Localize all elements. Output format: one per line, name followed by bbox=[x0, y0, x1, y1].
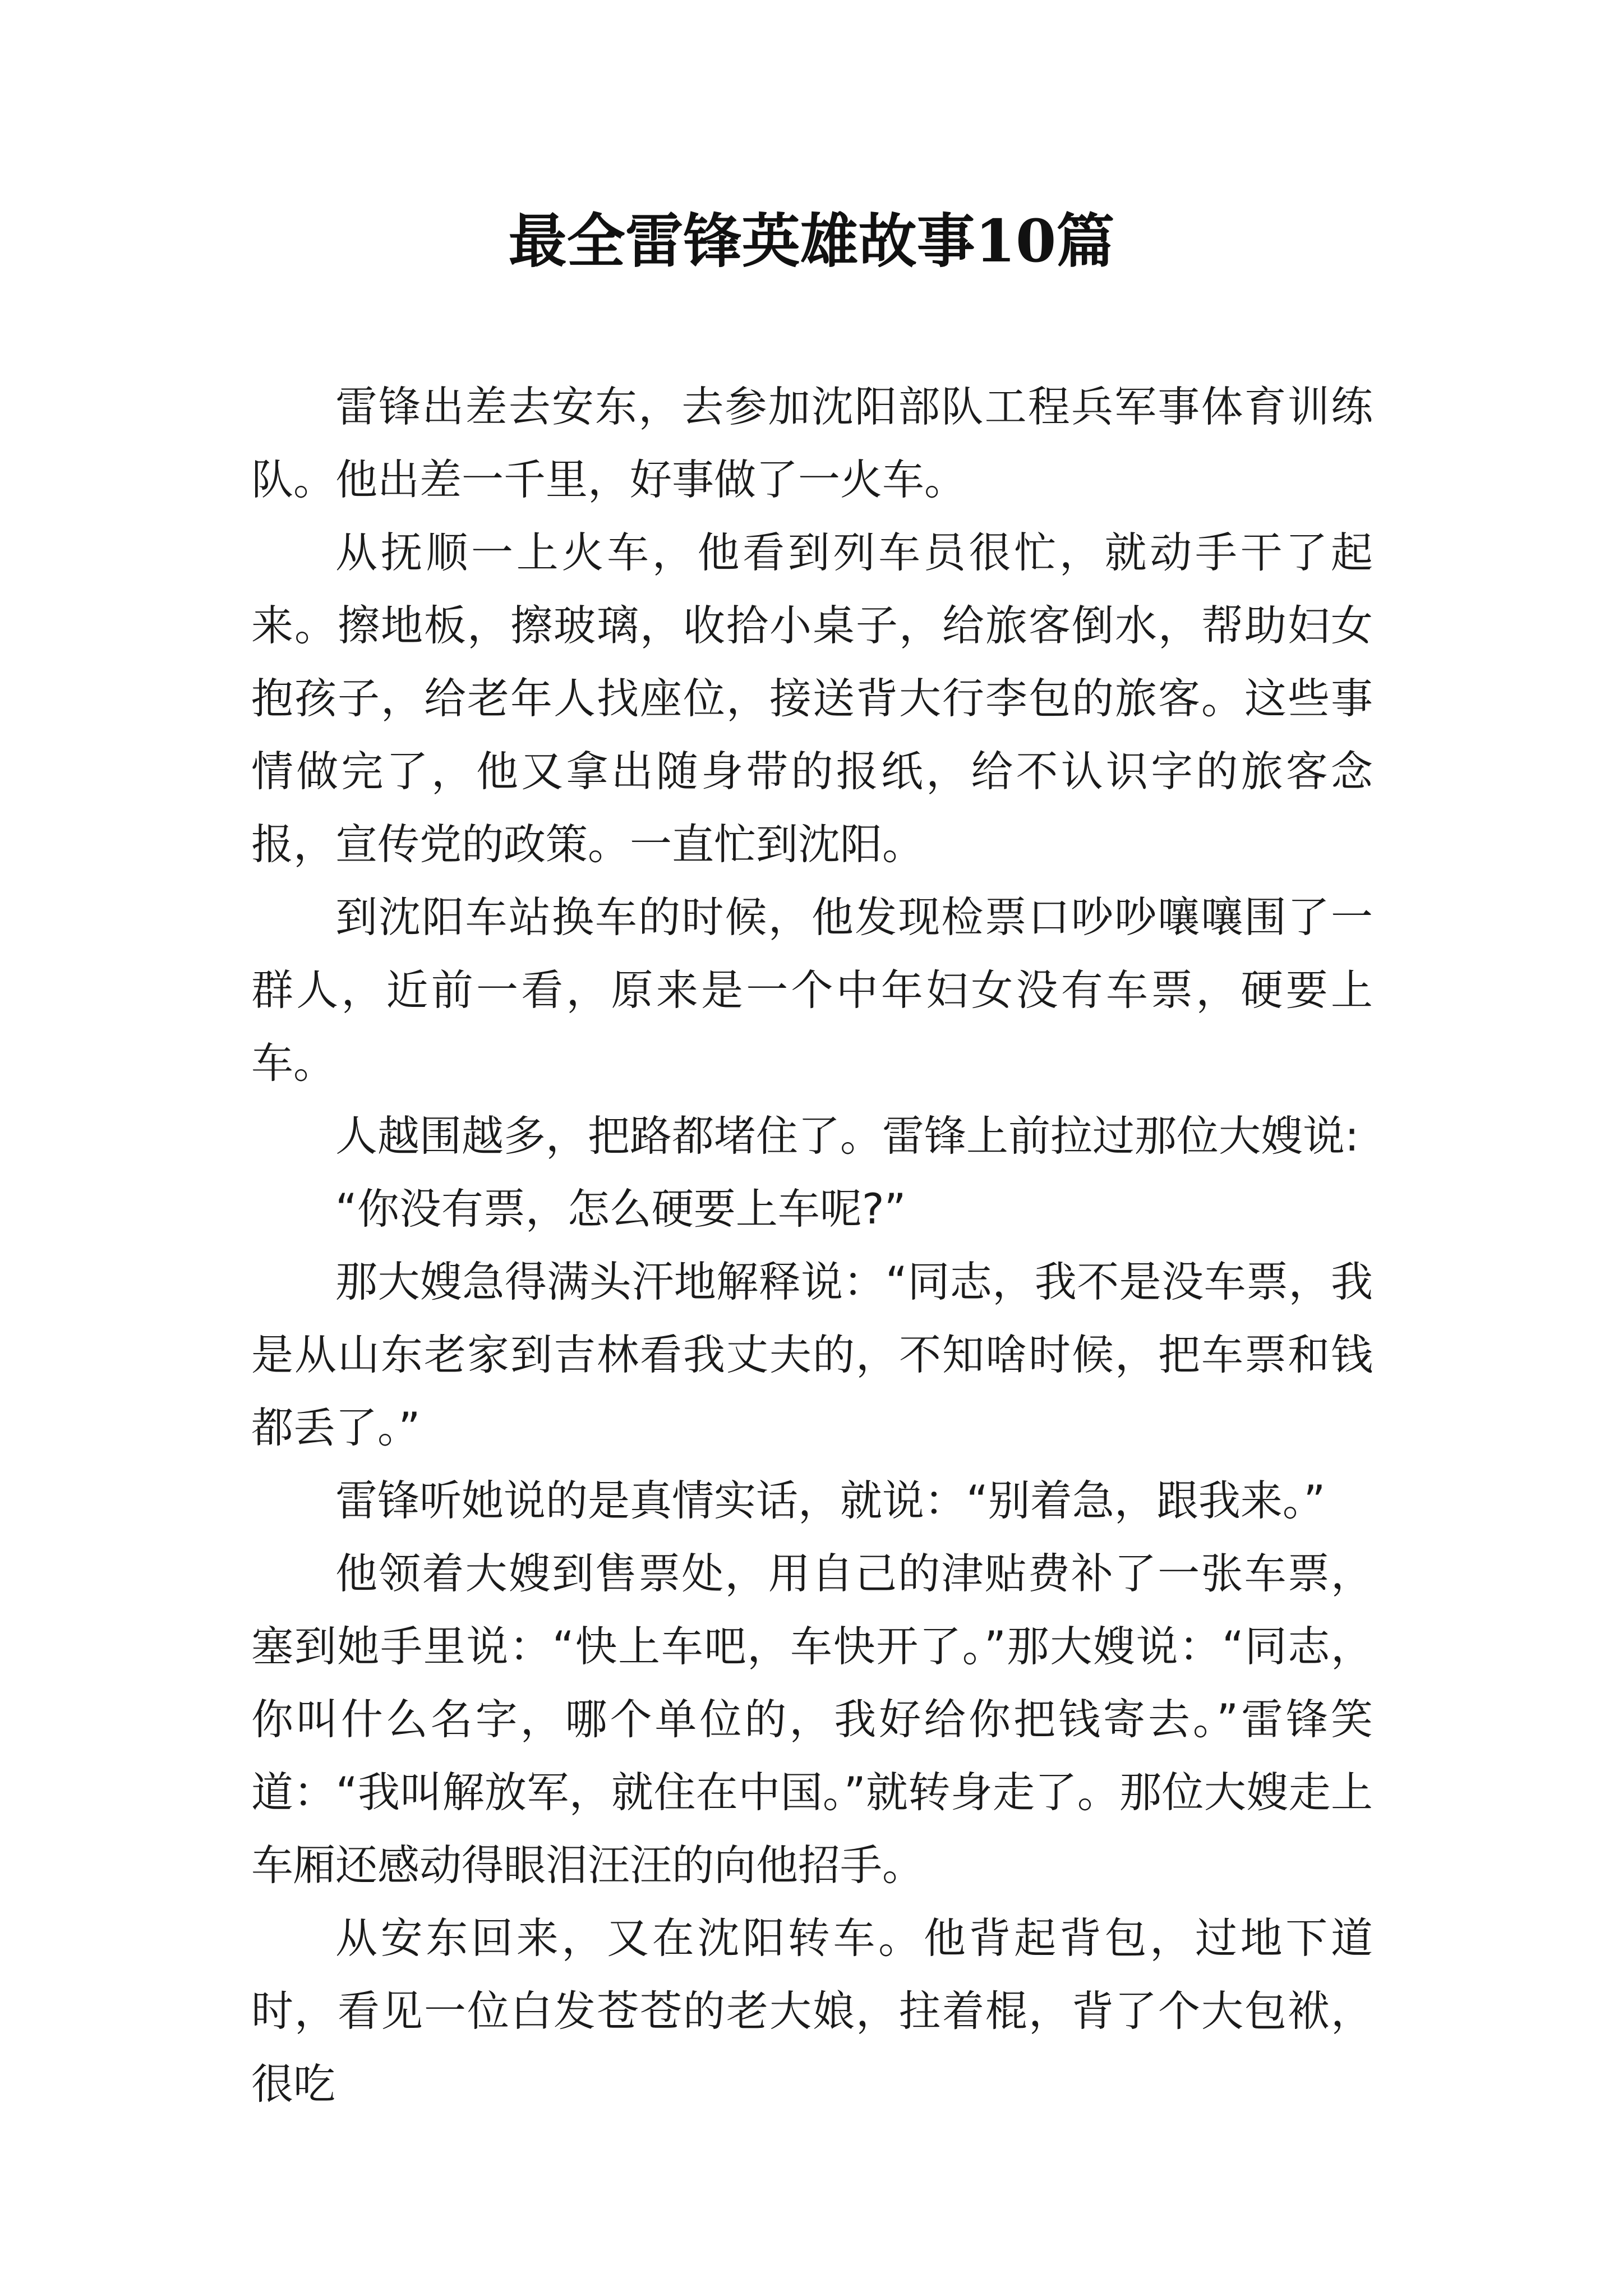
paragraph: 人越围越多，把路都堵住了。雷锋上前拉过那位大嫂说: bbox=[335, 1111, 1359, 1161]
paragraph: 那大嫂急得满头汗地解释说：“同志，我不是没车票，我是从山东老家到吉林看我丈夫的，不知啥时候，把车票和钱都丢了。” bbox=[251, 1257, 1373, 1452]
paragraph: 到沈阳车站换车的时候，他发现检票口吵吵嚷嚷围了一群人，近前一看，原来是一个中年妇女没有车票，硬要上车。 bbox=[251, 892, 1373, 1088]
paragraph: 从抚顺一上火车，他看到列车员很忙，就动手干了起来。擦地板，擦玻璃，收拾小桌子，给旅客倒水，帮助妇女抱孩子，给老年人找座位，接送背大行李包的旅客。这些事情做完了，他又拿出随身带的报纸，给不认识字的旅客念报，宣传党的政策。一直忙到沈阳。 bbox=[251, 528, 1373, 869]
document-body bbox=[251, 370, 1373, 2120]
paragraph: 雷锋听她说的是真情实话，就说：“别着急，跟我来。” bbox=[335, 1476, 1326, 1525]
document-title: 最全雷锋英雄故事10篇 bbox=[508, 206, 1115, 275]
paragraph: 雷锋出差去安东，去参加沈阳部队工程兵军事体育训练队。他出差一千里，好事做了一火车。 bbox=[251, 382, 1373, 504]
paragraph: 他领着大嫂到售票处，用自己的津贴费补了一张车票，塞到她手里说：“快上车吧，车快开了。”那大嫂说：“同志，你叫什么名字，哪个单位的，我好给你把钱寄去。”雷锋笑道：“我叫解放军，就住在中国。”就转身走了。那位大嫂走上车厢还感动得眼泪汪汪的向他招手。 bbox=[251, 1549, 1373, 1890]
paragraph: “你没有票，怎么硬要上车呢?” bbox=[335, 1184, 906, 1234]
paragraph: 从安东回来，又在沈阳转车。他背起背包，过地下道时，看见一位白发苍苍的老大娘，拄着棍，背了个大包袱，很吃 bbox=[251, 1913, 1373, 2109]
